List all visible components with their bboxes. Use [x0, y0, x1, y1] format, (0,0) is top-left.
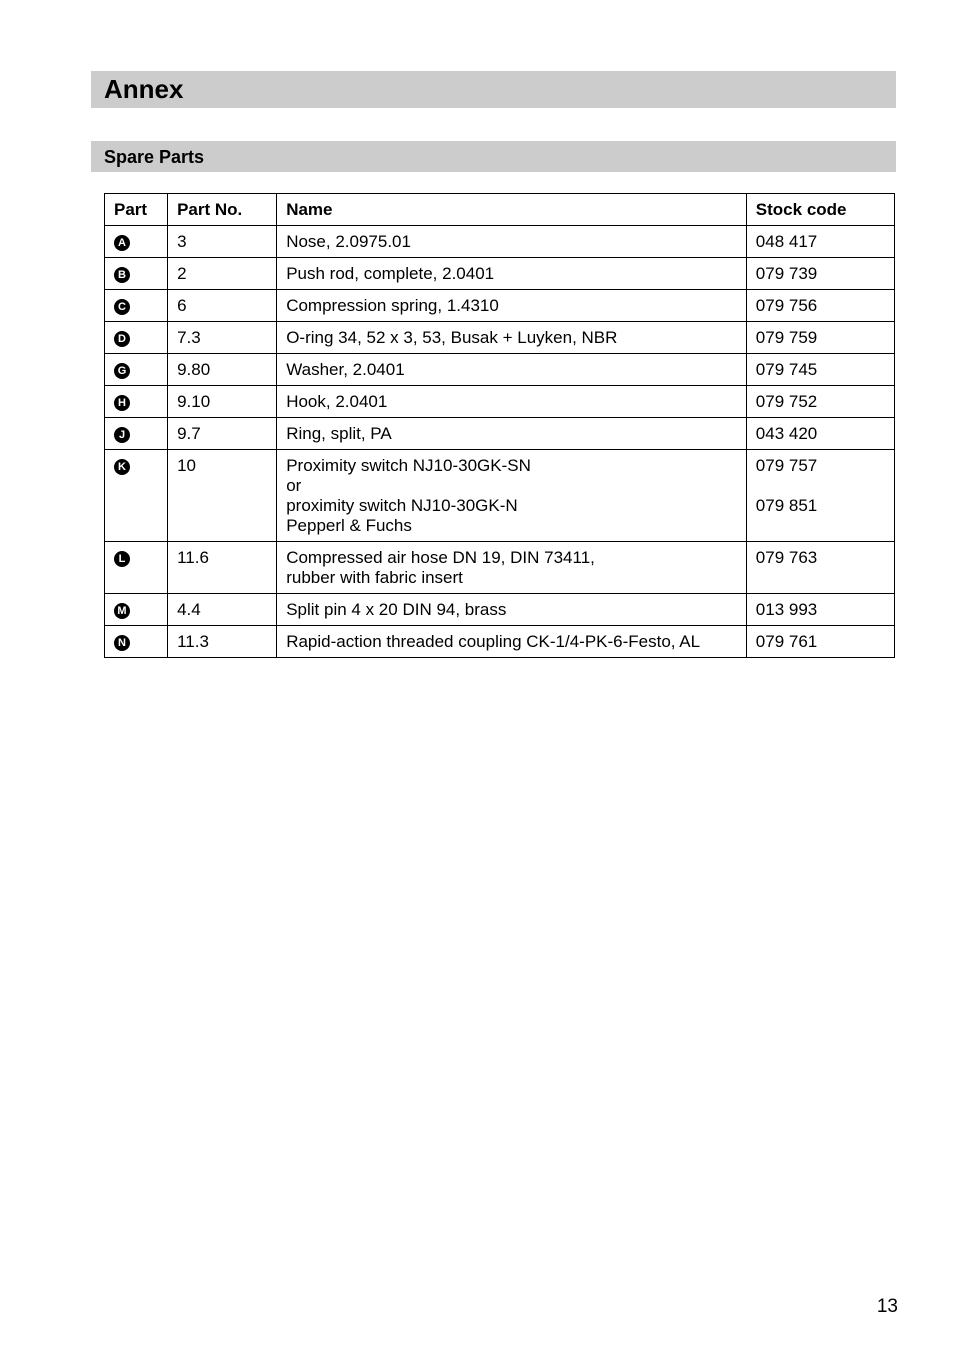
name-line: Washer, 2.0401 — [286, 360, 405, 379]
name-cell — [277, 450, 747, 542]
stock-code-value: 079 763 — [755, 548, 818, 567]
stock-code-value: 079 851 — [755, 496, 818, 515]
stock-code-cell — [746, 594, 894, 626]
part-cell — [105, 594, 168, 626]
table-row — [105, 450, 895, 542]
stock-code-cell — [746, 258, 894, 290]
stock-code-cell — [746, 418, 894, 450]
stock-code-cell — [746, 450, 894, 542]
stock-code-cell — [746, 354, 894, 386]
name-cell — [277, 258, 747, 290]
name-line: Nose, 2.0975.01 — [286, 232, 411, 251]
name-cell — [277, 354, 747, 386]
name-line: Split pin 4 x 20 DIN 94, brass — [286, 600, 507, 619]
part-letter-badge: L — [114, 551, 130, 567]
name-line: Ring, split, PA — [286, 424, 392, 443]
table-row — [105, 258, 895, 290]
part-letter-badge: H — [114, 395, 130, 411]
stock-code-cell — [746, 322, 894, 354]
table-row — [105, 386, 895, 418]
stock-code-value: 079 752 — [755, 392, 818, 411]
name-line: Rapid-action threaded coupling CK-1/4-PK-6-Festo, AL — [286, 632, 701, 651]
part-cell — [105, 354, 168, 386]
part-letter-badge: K — [114, 459, 130, 475]
spare-parts-header-bar — [91, 141, 896, 172]
stock-code-cell — [746, 386, 894, 418]
stock-code-value: 013 993 — [755, 600, 818, 619]
name-line: Pepperl & Fuchs — [286, 516, 412, 535]
part-no-cell: 7.3 — [168, 322, 277, 354]
stock-code-value: 079 757 — [755, 456, 818, 475]
part-no-cell: 4.4 — [168, 594, 277, 626]
part-no-cell: 11.3 — [168, 626, 277, 658]
stock-code-value: 079 759 — [755, 328, 818, 347]
table-body — [105, 226, 895, 658]
name-line: Proximity switch NJ10-30GK-SN — [286, 456, 531, 475]
part-cell — [105, 418, 168, 450]
part-no-cell: 3 — [168, 226, 277, 258]
name-cell — [277, 290, 747, 322]
stock-code-value: 048 417 — [755, 232, 818, 251]
part-no-cell: 6 — [168, 290, 277, 322]
name-cell — [277, 594, 747, 626]
part-letter-badge: D — [114, 331, 130, 347]
column-header-part: Part — [105, 194, 168, 226]
column-header-part-no: Part No. — [168, 194, 277, 226]
name-line: proximity switch NJ10-30GK-N — [286, 496, 518, 515]
part-no-cell: 9.10 — [168, 386, 277, 418]
stock-code-value: 079 756 — [755, 296, 818, 315]
part-letter-badge: N — [114, 635, 130, 651]
name-line: Compressed air hose DN 19, DIN 73411, — [286, 548, 595, 567]
table-row — [105, 322, 895, 354]
annex-header-bar — [91, 71, 896, 108]
table-row — [105, 226, 895, 258]
part-letter-badge: C — [114, 299, 130, 315]
name-cell — [277, 626, 747, 658]
column-header-name: Name — [277, 194, 747, 226]
part-letter-badge: M — [114, 603, 130, 619]
stock-code-cell — [746, 290, 894, 322]
stock-code-value: 043 420 — [755, 424, 818, 443]
part-cell — [105, 626, 168, 658]
part-no-cell: 2 — [168, 258, 277, 290]
name-line: Push rod, complete, 2.0401 — [286, 264, 495, 283]
name-cell — [277, 418, 747, 450]
page-title: Annex — [104, 74, 184, 104]
part-letter-badge: A — [114, 235, 130, 251]
part-cell — [105, 450, 168, 542]
table-row — [105, 418, 895, 450]
part-letter-badge: J — [114, 427, 130, 443]
part-cell — [105, 322, 168, 354]
name-line: Hook, 2.0401 — [286, 392, 388, 411]
table-row — [105, 626, 895, 658]
part-letter-badge: G — [114, 363, 130, 379]
spare-parts-table — [104, 193, 895, 658]
stock-code-cell — [746, 626, 894, 658]
table-header-row — [105, 194, 895, 226]
name-line: Compression spring, 1.4310 — [286, 296, 499, 315]
column-header-stock-code: Stock code — [746, 194, 894, 226]
name-line: or — [286, 476, 302, 495]
name-cell — [277, 226, 747, 258]
name-cell — [277, 386, 747, 418]
part-cell — [105, 542, 168, 594]
part-no-cell: 9.7 — [168, 418, 277, 450]
part-cell — [105, 226, 168, 258]
stock-code-value: 079 761 — [755, 632, 818, 651]
stock-code-spacer — [756, 476, 885, 496]
table-row — [105, 594, 895, 626]
part-cell — [105, 258, 168, 290]
stock-code-value: 079 739 — [755, 264, 818, 283]
part-no-cell: 9.80 — [168, 354, 277, 386]
name-line: O-ring 34, 52 x 3, 53, Busak + Luyken, NBR — [286, 328, 618, 347]
table-row — [105, 542, 895, 594]
stock-code-value: 079 745 — [755, 360, 818, 379]
name-cell — [277, 542, 747, 594]
section-title: Spare Parts — [104, 147, 205, 167]
name-cell — [277, 322, 747, 354]
part-no-cell: 10 — [168, 450, 277, 542]
name-line: rubber with fabric insert — [286, 568, 463, 587]
part-cell — [105, 290, 168, 322]
table-row — [105, 354, 895, 386]
table-row — [105, 290, 895, 322]
part-letter-badge: B — [114, 267, 130, 283]
part-no-cell: 11.6 — [168, 542, 277, 594]
stock-code-cell — [746, 542, 894, 594]
part-cell — [105, 386, 168, 418]
page-number: 13 — [876, 1296, 898, 1317]
stock-code-cell — [746, 226, 894, 258]
